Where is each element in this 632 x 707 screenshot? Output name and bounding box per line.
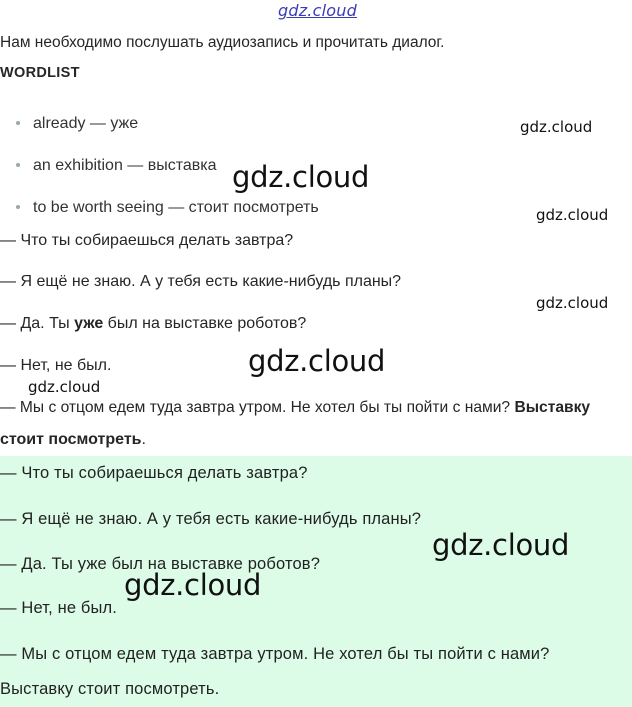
- watermark-large: gdz.cloud: [124, 568, 262, 602]
- answer-line: — Да. Ты уже был на выставке роботов?: [0, 555, 321, 573]
- bullet-dot-icon: [16, 205, 20, 209]
- answer-line: — Что ты собираешься делать завтра?: [0, 464, 308, 482]
- dialog-line: — Что ты собираешься делать завтра?: [0, 232, 294, 249]
- watermark: gdz.cloud: [520, 118, 593, 136]
- answer-line: — Я ещё не знаю. А у тебя есть какие-нибудь планы?: [0, 510, 422, 528]
- watermark: gdz.cloud: [536, 294, 609, 312]
- bullet-dot-icon: [16, 121, 20, 125]
- answer-line: — Нет, не был.: [0, 599, 118, 617]
- dialog-line: — Мы с отцом едем туда завтра утром. Не хотел бы ты пойти с нами? Выставку: [0, 399, 591, 416]
- dialog-line: — Да. Ты уже был на выставке роботов?: [0, 315, 307, 332]
- answer-line: — Мы с отцом едем туда завтра утром. Не хотел бы ты пойти с нами?: [0, 645, 550, 663]
- intro-text: Нам необходимо послушать аудиозапись и прочитать диалог.: [0, 34, 445, 51]
- wordlist-item: already — уже: [16, 115, 138, 133]
- watermark-large: gdz.cloud: [248, 344, 386, 378]
- watermark-large: gdz.cloud: [432, 528, 570, 562]
- watermark-top: gdz.cloud: [278, 1, 357, 20]
- watermark: gdz.cloud: [536, 206, 609, 224]
- wordlist-heading: WORDLIST: [0, 65, 80, 81]
- dialog-line: — Нет, не был.: [0, 357, 112, 374]
- watermark: gdz.cloud: [28, 378, 101, 396]
- wordlist-item: to be worth seeing — стоит посмотреть: [16, 199, 319, 217]
- answer-line: Выставку стоит посмотреть.: [0, 680, 220, 698]
- answer-block: [0, 456, 632, 707]
- bullet-dot-icon: [16, 163, 20, 167]
- dialog-line: стоит посмотреть.: [0, 431, 146, 448]
- watermark-large: gdz.cloud: [232, 160, 370, 194]
- dialog-line: — Я ещё не знаю. А у тебя есть какие-нибудь планы?: [0, 273, 402, 290]
- wordlist-item: an exhibition — выставка: [16, 157, 217, 175]
